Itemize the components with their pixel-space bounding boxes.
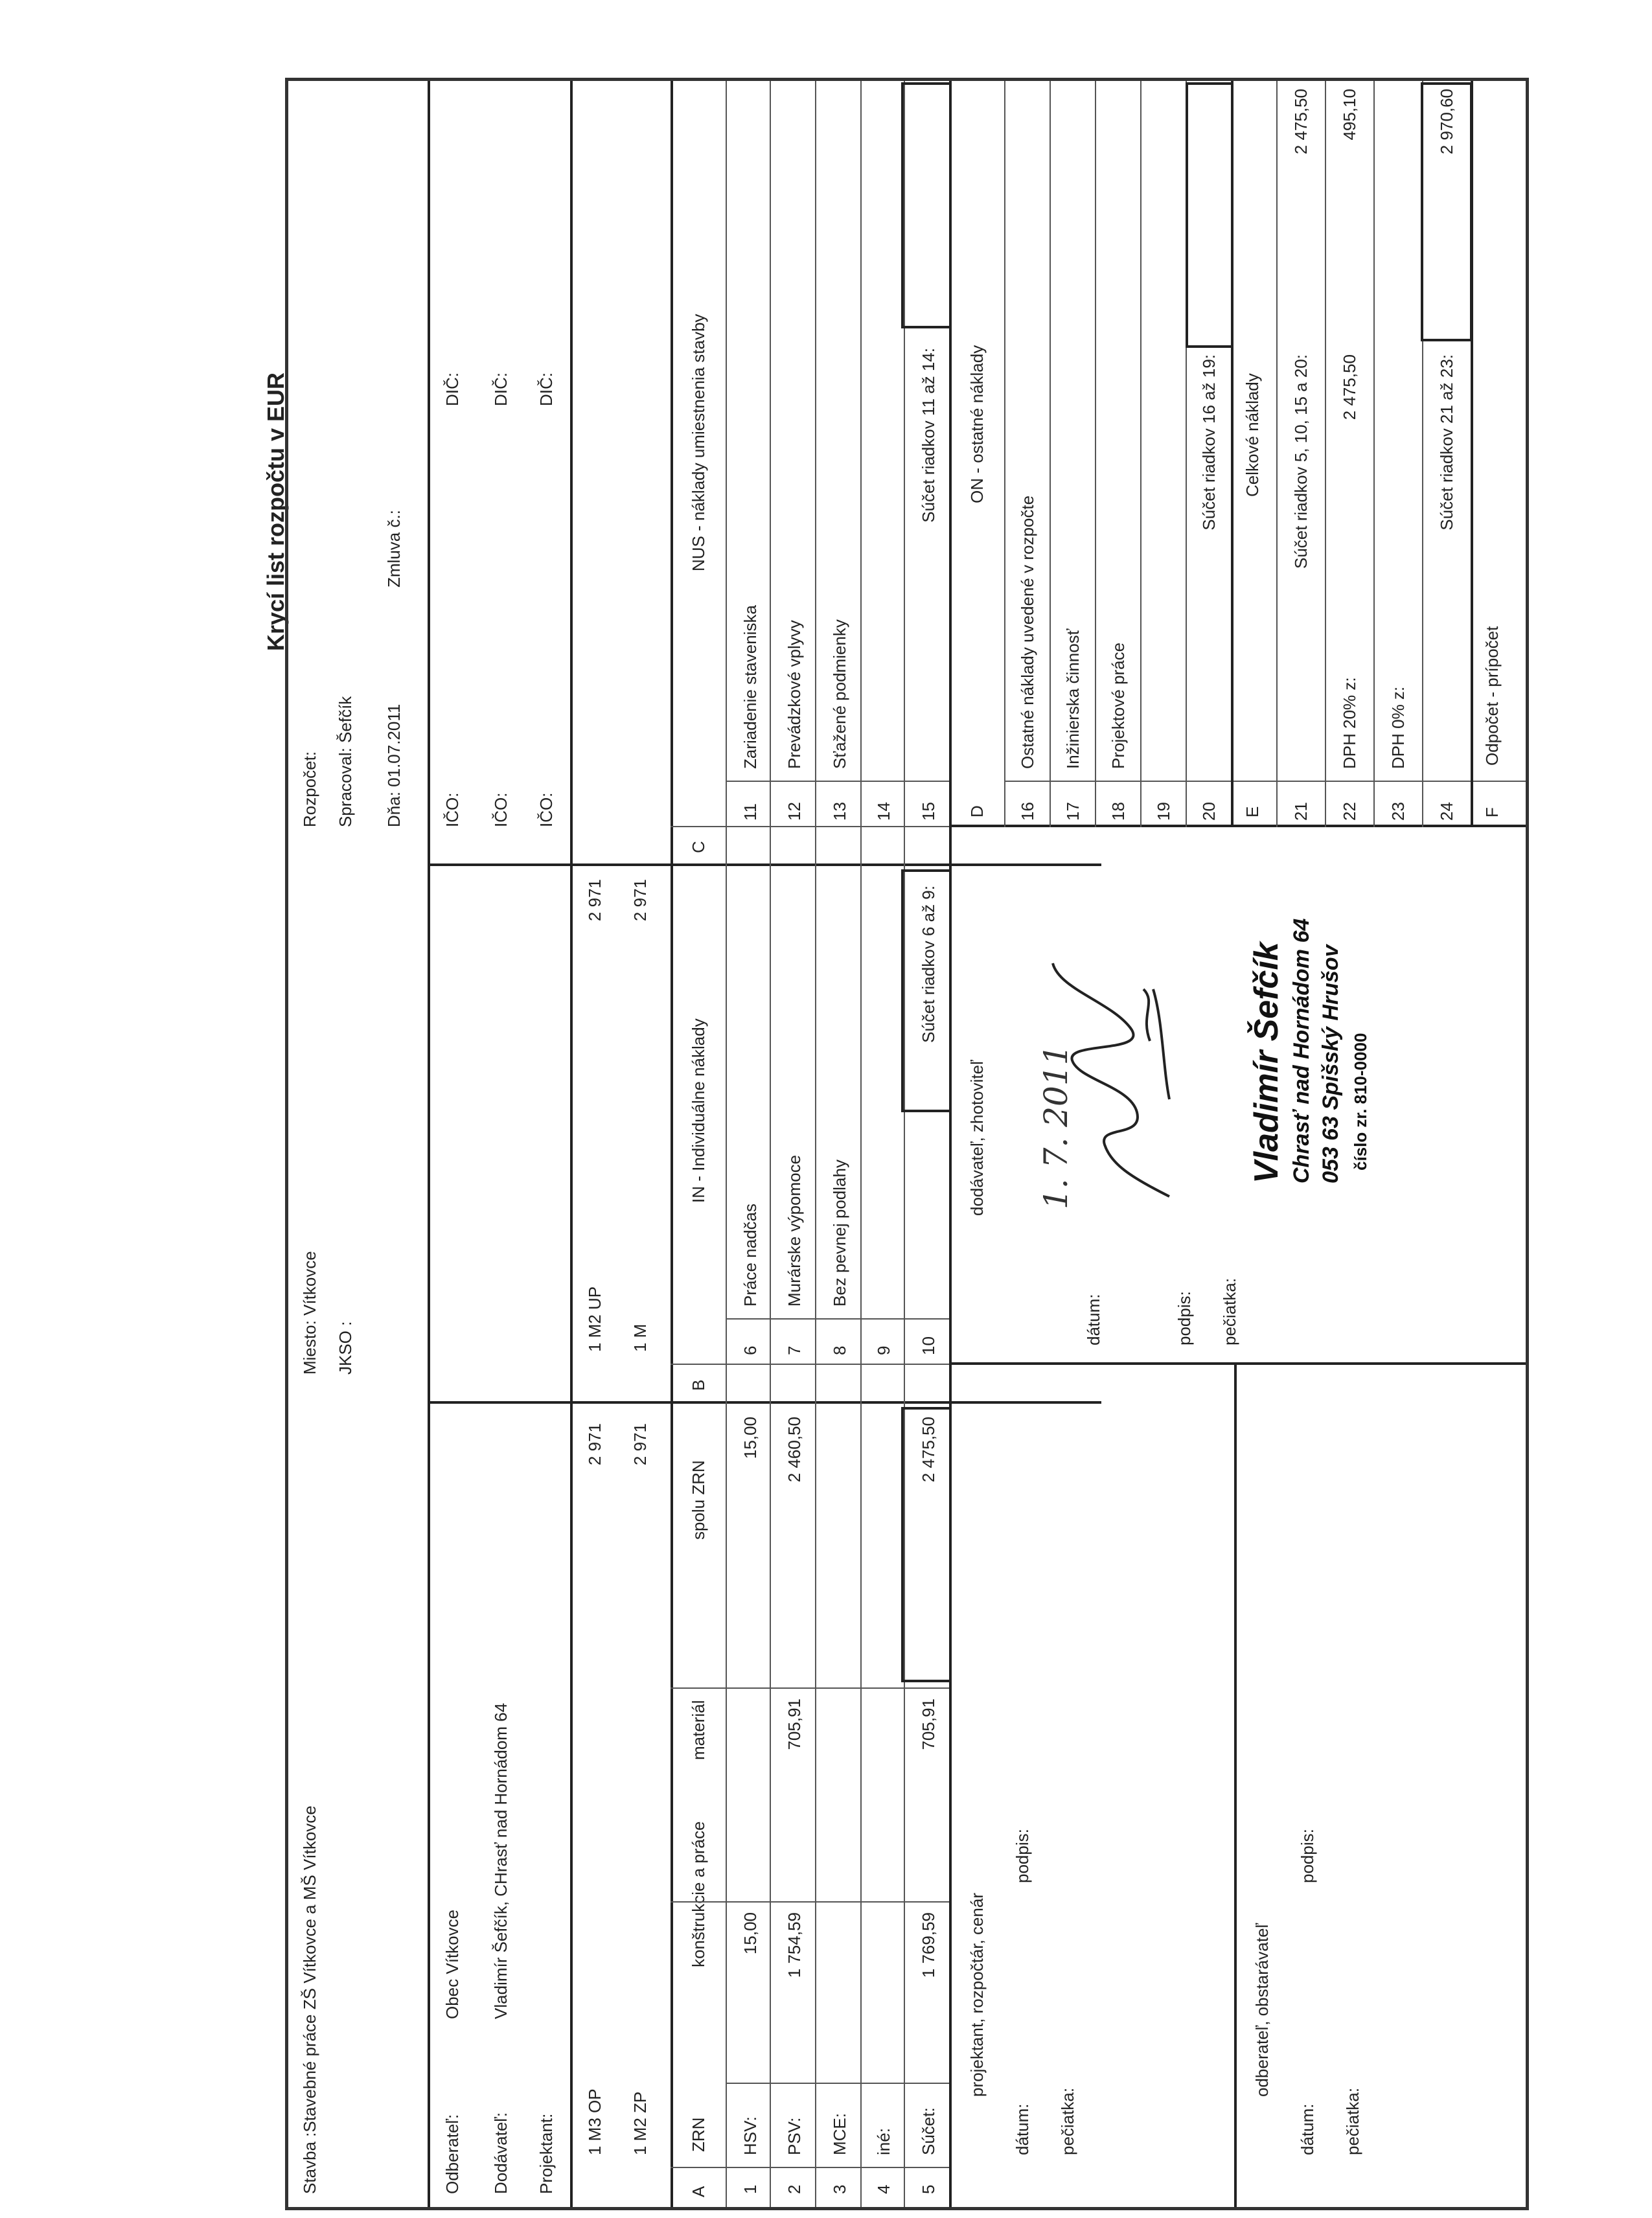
section-e-title: Celkové náklady: [1243, 373, 1262, 497]
zmluva-label: Zmluva č.:: [384, 510, 404, 588]
row-d-label: Ostatné náklady uvedené v rozpočte: [1018, 495, 1037, 769]
stavba-text: Stavba :Stavebné práce ZŠ Vítkovce a MŠ Vítkovce: [300, 1805, 319, 2194]
row-a-label: MCE:: [830, 2113, 849, 2155]
row-e-label: DPH 0% z:: [1388, 686, 1408, 769]
row-a-label: HSV:: [740, 2116, 760, 2155]
row-d-label: Súčet riadkov 16 až 19:: [1199, 354, 1219, 531]
sig-projektant: projektant, rozpočtár, cenár: [967, 1892, 987, 2097]
odberatel-label: Odberateľ:: [442, 2114, 462, 2194]
row-c-label: Sťažené podmienky: [830, 619, 849, 769]
sum-c-box: [901, 82, 952, 328]
section-f-letter: F: [1482, 807, 1502, 817]
section-f-title: Odpočet - prípočet: [1482, 626, 1502, 766]
row-a-spolu: 15,00: [740, 1417, 760, 1459]
handwritten-date: 1. 7. 2011: [1037, 1044, 1075, 1209]
projektant-dic: DIČ:: [536, 372, 556, 406]
section-c-title: NUS - náklady umiestnenia stavby: [689, 314, 708, 571]
row-b-label: Práce nadčas: [740, 1204, 760, 1307]
stamp-name: Vladimír Šefčík: [1248, 942, 1285, 1183]
row-b-num: 7: [785, 1345, 804, 1355]
sum-e-box: [1421, 82, 1473, 341]
stamp-line2: 053 63 Spišský Hrušov: [1318, 944, 1343, 1183]
row-e-num: 24: [1437, 802, 1456, 821]
unit-m3op: 1 M3 OP: [585, 2088, 604, 2155]
row-e-label: Súčet riadkov 5, 10, 15 a 20:: [1291, 354, 1311, 569]
row-a-label: Súčet:: [919, 2107, 938, 2155]
row-c-num: 12: [785, 802, 804, 821]
dodavatel-datum: dátum:: [1084, 1294, 1103, 1345]
odberatel-peciatka: pečiatka:: [1343, 2087, 1362, 2155]
odberatel-podpis: podpis:: [1298, 1829, 1317, 1883]
row-b-num: 10: [919, 1336, 938, 1355]
row-e-num: 21: [1291, 802, 1311, 821]
row-a-label: PSV:: [785, 2117, 804, 2155]
col-konstrukcie: konštrukcie a práce: [689, 1821, 708, 1967]
section-b-title: IN - Individuálne náklady: [689, 1018, 708, 1203]
unit-m2up: 1 M2 UP: [585, 1286, 604, 1352]
row-d-num: 16: [1018, 802, 1037, 821]
row-b-label: Súčet riadkov 6 až 9:: [919, 886, 938, 1043]
unit-m2zp-value: 2 971: [630, 1423, 650, 1466]
row-a-material: 705,91: [785, 1698, 804, 1750]
dodavatel-ico: IČO:: [491, 792, 511, 827]
stamp-line3: číslo zr. 810-0000: [1351, 1033, 1370, 1171]
dodavatel-dic: DIČ:: [491, 372, 511, 406]
projektant-label: Projektant:: [536, 2113, 556, 2194]
section-e-letter: E: [1243, 806, 1262, 817]
row-e-value: 2 970,60: [1437, 89, 1456, 155]
unit-m2up-value: 2 971: [585, 879, 604, 922]
row-a-spolu: 2 475,50: [919, 1417, 938, 1483]
rozpocet-label: Rozpočet:: [300, 751, 319, 827]
row-a-num: 3: [830, 2184, 849, 2194]
projektant-ico: IČO:: [536, 792, 556, 827]
section-b-letter: B: [689, 1379, 708, 1391]
cost-summary-form: [285, 78, 1529, 2210]
sig-odberatel: odberateľ, obstarávateľ: [1252, 1923, 1272, 2097]
col-material: materiál: [689, 1700, 708, 1760]
odberatel-ico: IČO:: [442, 792, 462, 827]
dodavatel-label: Dodávateľ:: [491, 2112, 511, 2194]
spracoval-text: Spracoval: Šefčík: [336, 696, 355, 827]
sum-a-box: [901, 1407, 952, 1682]
row-b-num: 9: [874, 1345, 893, 1355]
row-c-num: 14: [874, 802, 893, 821]
section-a-letter: A: [689, 2186, 708, 2197]
row-d-num: 17: [1063, 802, 1083, 821]
sum-d-box: [1186, 82, 1233, 348]
col-spolu: spolu ZRN: [689, 1460, 708, 1540]
row-e-label: Súčet riadkov 21 až 23:: [1437, 354, 1456, 531]
row-e-num: 23: [1388, 802, 1408, 821]
section-c-letter: C: [689, 841, 708, 853]
row-a-konstr: 15,00: [740, 1912, 760, 1955]
row-d-num: 20: [1199, 802, 1219, 821]
row-a-material: 705,91: [919, 1698, 938, 1750]
row-c-num: 15: [919, 802, 938, 821]
row-a-num: 2: [785, 2184, 804, 2194]
row-c-num: 11: [740, 803, 760, 821]
unit-m2zp: 1 M2 ZP: [630, 2091, 650, 2155]
col-zrn: ZRN: [689, 2117, 708, 2152]
row-c-label: Súčet riadkov 11 až 14:: [919, 348, 938, 523]
jkso-label: JKSO :: [336, 1321, 355, 1375]
row-c-label: Zariadenie staveniska: [740, 605, 760, 769]
dodavatel-peciatka: pečiatka:: [1220, 1277, 1239, 1345]
projektant-peciatka: pečiatka:: [1058, 2087, 1077, 2155]
row-d-label: Inžinierska činnosť: [1063, 628, 1083, 769]
row-d-num: 19: [1154, 802, 1173, 821]
row-e-value: 2 475,50: [1291, 89, 1311, 155]
row-d-num: 18: [1108, 802, 1128, 821]
row-a-num: 5: [919, 2184, 938, 2194]
odberatel-datum: dátum:: [1298, 2103, 1317, 2155]
document-title: Krycí list rozpočtu v EUR: [262, 372, 289, 652]
sig-dodavatel: dodávateľ, zhotoviteľ: [967, 1060, 987, 1216]
dodavatel-value: Vladimír Šefčík, CHrasť nad Hornádom 64: [491, 1702, 511, 2019]
odberatel-value: Obec Vítkovce: [442, 1909, 462, 2019]
row-b-label: Bez pevnej podlahy: [830, 1160, 849, 1307]
row-a-num: 4: [874, 2184, 893, 2194]
row-b-num: 6: [740, 1345, 760, 1355]
row-a-num: 1: [740, 2184, 760, 2194]
row-b-label: Murárske výpomoce: [785, 1154, 804, 1307]
unit-m: 1 M: [630, 1323, 650, 1352]
row-d-label: Projektové práce: [1108, 642, 1128, 769]
section-d-title: ON - ostatné náklady: [967, 345, 987, 503]
miesto-text: Miesto: Vítkovce: [300, 1251, 319, 1375]
stamp-line1: Chrasť nad Hornádom 64: [1289, 918, 1314, 1183]
dna-text: Dňa: 01.07.2011: [384, 703, 404, 827]
unit-m3op-value: 2 971: [585, 1423, 604, 1466]
row-a-konstr: 1 769,59: [919, 1912, 938, 1978]
projektant-datum: dátum:: [1013, 2103, 1032, 2155]
projektant-podpis: podpis:: [1013, 1829, 1032, 1883]
handwritten-signature: [1001, 847, 1221, 1235]
row-e-num: 22: [1340, 802, 1359, 821]
section-d-letter: D: [967, 805, 987, 817]
row-a-konstr: 1 754,59: [785, 1912, 804, 1978]
unit-m-value: 2 971: [630, 879, 650, 922]
row-a-spolu: 2 460,50: [785, 1417, 804, 1483]
odberatel-dic: DIČ:: [442, 372, 462, 406]
row-e-label: DPH 20% z:: [1340, 677, 1359, 769]
row-b-num: 8: [830, 1345, 849, 1355]
row-e-mid: 2 475,50: [1340, 354, 1359, 420]
dodavatel-podpis: podpis:: [1175, 1291, 1194, 1345]
row-c-label: Prevádzkové vplyvy: [785, 620, 804, 769]
row-c-num: 13: [830, 802, 849, 821]
row-e-value: 495,10: [1340, 89, 1359, 141]
sum-b-box: [901, 869, 952, 1112]
row-a-label: iné:: [874, 2128, 893, 2155]
